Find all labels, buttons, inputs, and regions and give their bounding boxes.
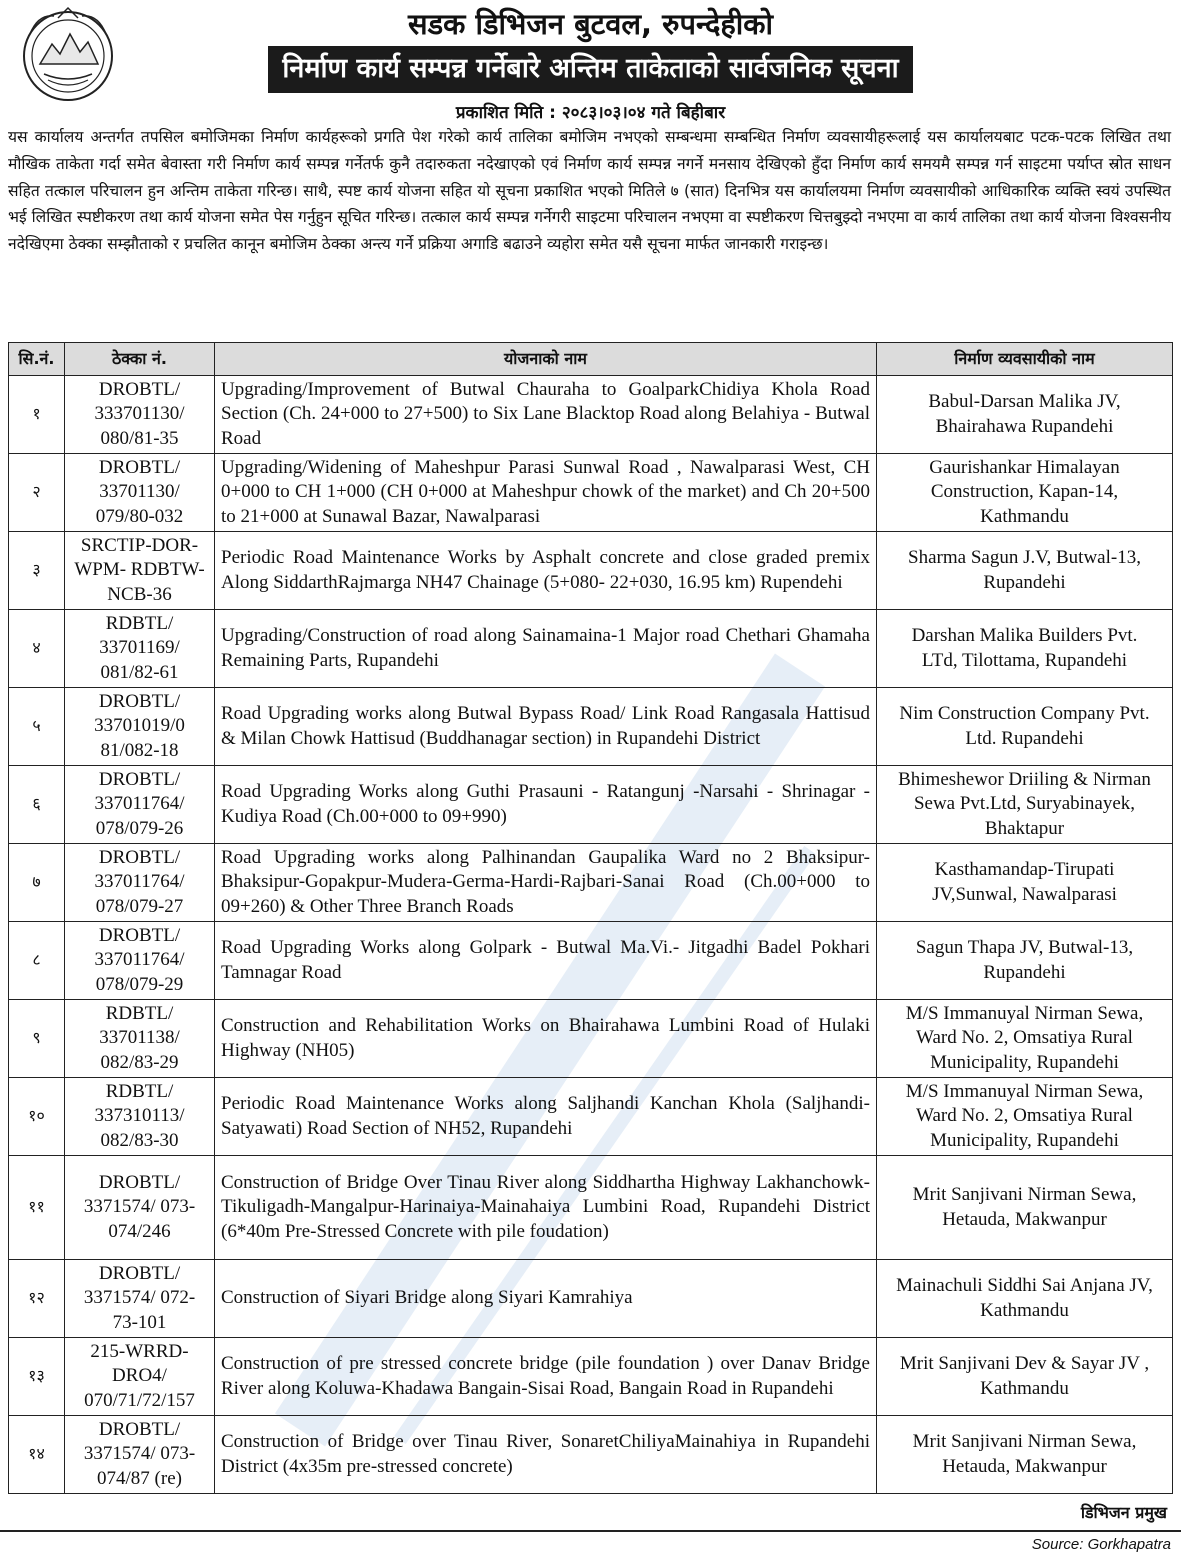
table-row — [9, 1156, 1173, 1260]
row-contractor-name: Bhimeshewor Driiling & Nirman Sewa Pvt.Ltd, Suryabinayek, Bhaktapur — [877, 766, 1173, 844]
header-contractor-name: निर्माण व्यवसायीको नाम — [877, 343, 1173, 376]
row-contractor-name: Sharma Sagun J.V, Butwal-13, Rupandehi — [877, 532, 1173, 610]
row-serial: १३ — [9, 1338, 65, 1416]
table-row — [9, 1000, 1173, 1078]
row-contract-no: DROBTL/ 337011764/ 078/079-27 — [65, 844, 215, 922]
row-contract-no: DROBTL/ 3371574/ 073- 074/87 (re) — [65, 1416, 215, 1494]
row-serial: ४ — [9, 610, 65, 688]
row-contractor-name: Darshan Malika Builders Pvt. LTd, Tilottama, Rupandehi — [877, 610, 1173, 688]
row-serial: ८ — [9, 922, 65, 1000]
published-date: प्रकाशित मिति : २०८३।०३।०४ गते बिहीबार — [455, 103, 726, 123]
table-row — [9, 454, 1173, 532]
row-contractor-name: Nim Construction Company Pvt. Ltd. Rupandehi — [877, 688, 1173, 766]
row-contract-no: DROBTL/ 337011764/ 078/079-29 — [65, 922, 215, 1000]
row-contractor-name: Kasthamandap-Tirupati JV,Sunwal, Nawalparasi — [877, 844, 1173, 922]
row-contractor-name: M/S Immanuyal Nirman Sewa, Ward No. 2, Omsatiya Rural Municipality, Rupandehi — [877, 1078, 1173, 1156]
row-project-name: Road Upgrading works along Butwal Bypass Road/ Link Road Rangasala Hattisud & Milan Chowk Hattisud (Buddhanagar section) in Rupandehi District — [215, 688, 877, 766]
source-credit: Source: Gorkhapatra — [1031, 1536, 1171, 1553]
row-serial: ५ — [9, 688, 65, 766]
table-row — [9, 376, 1173, 454]
row-project-name: Periodic Road Maintenance Works by Asphalt concrete and close graded premix Along SiddarthRajmarga NH47 Chainage (5+080- 22+030, 16.95 km) Rupendehi — [215, 532, 877, 610]
table-row — [9, 1416, 1173, 1494]
footer-divider — [0, 1530, 1181, 1532]
table-row — [9, 1078, 1173, 1156]
row-contract-no: RDBTL/ 33701169/ 081/82-61 — [65, 610, 215, 688]
notice-header — [0, 6, 1181, 125]
works-table-body — [9, 376, 1173, 1494]
notice-title-banner: निर्माण कार्य सम्पन्न गर्नेबारे अन्तिम ताकेताको सार्वजनिक सूचना — [268, 46, 912, 93]
row-contract-no: DROBTL/ 3371574/ 073- 074/246 — [65, 1156, 215, 1260]
row-contractor-name: Mainachuli Siddhi Sai Anjana JV, Kathmandu — [877, 1260, 1173, 1338]
header-contract-no: ठेक्का नं. — [65, 343, 215, 376]
table-header-row — [9, 343, 1173, 376]
row-serial: ३ — [9, 532, 65, 610]
row-contractor-name: Mrit Sanjivani Nirman Sewa, Hetauda, Makwanpur — [877, 1156, 1173, 1260]
row-contract-no: 215-WRRD- DRO4/ 070/71/72/157 — [65, 1338, 215, 1416]
row-serial: ७ — [9, 844, 65, 922]
works-table — [8, 342, 1173, 1494]
row-project-name: Construction of Bridge Over Tinau River along Siddhartha Highway Lakhanchowk-Tikuligadh-Mangalpur-Harinaiya-Mainahaiya Lumbini Road, Rupandehi District (6*40m Pre-Stressed Concrete with pile foudation) — [215, 1156, 877, 1260]
row-serial: १० — [9, 1078, 65, 1156]
table-row — [9, 844, 1173, 922]
row-contractor-name: Gaurishankar Himalayan Construction, Kapan-14, Kathmandu — [877, 454, 1173, 532]
row-project-name: Upgrading/Improvement of Butwal Chauraha to GoalparkChidiya Khola Road Section (Ch. 24+000 to 27+500) to Six Lane Blacktop Road along Belahiya - Butwal Road — [215, 376, 877, 454]
row-contract-no: DROBTL/ 337011764/ 078/079-26 — [65, 766, 215, 844]
row-serial: १ — [9, 376, 65, 454]
row-project-name: Road Upgrading Works along Guthi Prasauni - Ratangunj -Narsahi - Shrinagar - Kudiya Road (Ch.00+000 to 09+990) — [215, 766, 877, 844]
row-serial: ६ — [9, 766, 65, 844]
row-project-name: Road Upgrading works along Palhinandan Gaupalika Ward no 2 Bhaksipur-Bhaksipur-Gopakpur-Mudera-Germa-Hardi-Rajbari-Sanai Road (Ch.00+000 to 09+260) & Other Three Branch Roads — [215, 844, 877, 922]
row-project-name: Upgrading/Construction of road along Sainamaina-1 Major road Chethari Ghamaha Remaining Parts, Rupandehi — [215, 610, 877, 688]
header-project-name: योजनाको नाम — [215, 343, 877, 376]
row-contract-no: SRCTIP-DOR- WPM- RDBTW- NCB-36 — [65, 532, 215, 610]
row-contract-no: DROBTL/ 33701019/0 81/082-18 — [65, 688, 215, 766]
row-serial: ११ — [9, 1156, 65, 1260]
row-contract-no: DROBTL/ 33701130/ 079/80-032 — [65, 454, 215, 532]
table-row — [9, 688, 1173, 766]
row-contract-no: DROBTL/ 333701130/ 080/81-35 — [65, 376, 215, 454]
row-serial: ९ — [9, 1000, 65, 1078]
row-contractor-name: Mrit Sanjivani Dev & Sayar JV , Kathmandu — [877, 1338, 1173, 1416]
table-row — [9, 1260, 1173, 1338]
row-contractor-name: Babul-Darsan Malika JV, Bhairahawa Rupandehi — [877, 376, 1173, 454]
table-row — [9, 610, 1173, 688]
row-serial: २ — [9, 454, 65, 532]
row-project-name: Upgrading/Widening of Maheshpur Parasi Sunwal Road , Nawalparasi West, CH 0+000 to CH 1+000 (CH 0+000 at Maheshpur chowk of the market) and Ch 20+500 to 21+000 at Sunawal Bazar, Nawalparasi — [215, 454, 877, 532]
row-serial: १२ — [9, 1260, 65, 1338]
table-row — [9, 1338, 1173, 1416]
row-contractor-name: Sagun Thapa JV, Butwal-13, Rupandehi — [877, 922, 1173, 1000]
row-contract-no: RDBTL/ 337310113/ 082/83-30 — [65, 1078, 215, 1156]
row-contract-no: RDBTL/ 33701138/ 082/83-29 — [65, 1000, 215, 1078]
row-project-name: Road Upgrading Works along Golpark - Butwal Ma.Vi.- Jitgadhi Badel Pokhari Tamnagar Road — [215, 922, 877, 1000]
row-project-name: Construction and Rehabilitation Works on Bhairahawa Lumbini Road of Hulaki Highway (NH05) — [215, 1000, 877, 1078]
row-project-name: Construction of Siyari Bridge along Siyari Kamrahiya — [215, 1260, 877, 1338]
row-project-name: Construction of Bridge over Tinau River, SonaretChiliyaMainahiya in Rupandehi District (4x35m pre-stressed concrete) — [215, 1416, 877, 1494]
header-serial: सि.नं. — [9, 343, 65, 376]
row-contract-no: DROBTL/ 3371574/ 072- 73-101 — [65, 1260, 215, 1338]
row-serial: १४ — [9, 1416, 65, 1494]
row-project-name: Periodic Road Maintenance Works along Saljhandi Kanchan Khola (Saljhandi- Satyawati) Road Section of NH52, Rupandehi — [215, 1078, 877, 1156]
table-row — [9, 922, 1173, 1000]
row-project-name: Construction of pre stressed concrete bridge (pile foundation ) over Danav Bridge River along Koluwa-Khadawa Bangain-Sisai Road, Bangain Road in Rupandehi — [215, 1338, 877, 1416]
notice-body-text: यस कार्यालय अन्तर्गत तपसिल बमोजिमका निर्माण कार्यहरूको प्रगति पेश गरेको कार्य तालिका बमोजिम नभएको सम्बन्धमा सम्बन्धित निर्माण व्यवसायीहरूलाई यस कार्यालयबाट पटक-पटक लिखित तथा मौखिक ताकेता गर्दा समेत बेवास्ता गरी निर्माण कार्य सम्पन्न गर्नेतर्फ कुनै तदारुकता नदेखाएको एवं निर्माण कार्य सम्पन्न नगर्ने मनसाय देखिएको हुँदा निर्माण कार्य समयमै सम्पन्न गर्न साइटमा पर्याप्त स्रोत साधन सहित तत्काल परिचालन हुन अन्तिम ताकेता गरिन्छ। साथै, स्पष्ट कार्य योजना सहित यो सूचना प्रकाशित भएको मितिले ७ (सात) दिनभित्र यस कार्यालयमा निर्माण व्यवसायीको आधिकारिक व्यक्ति स्वयं उपस्थित भई लिखित स्पष्टीकरण तथा कार्य योजना समेत पेस गर्नुहुन सूचित गरिन्छ। तत्काल कार्य सम्पन्न गर्नेगरी साइटमा परिचालन नभएमा वा स्पष्टीकरण चित्तबुझ्दो नभएमा वा कार्य तालिका तथा कार्य योजना विश्वसनीय नदेखिएमा ठेक्का सम्झौताको र प्रचलित कानून बमोजिम ठेक्का अन्त्य गर्ने प्रक्रिया अगाडि बढाउने व्यहोरा समेत यसै सूचना मार्फत जानकारी गराइन्छ। — [8, 128, 1171, 254]
office-title: सडक डिभिजन बुटवल, रुपन्देहीको — [407, 7, 774, 41]
signature-label: डिभिजन प्रमुख — [1080, 1503, 1167, 1522]
table-row — [9, 532, 1173, 610]
row-contractor-name: Mrit Sanjivani Nirman Sewa, Hetauda, Makwanpur — [877, 1416, 1173, 1494]
row-contractor-name: M/S Immanuyal Nirman Sewa, Ward No. 2, Omsatiya Rural Municipality, Rupandehi — [877, 1000, 1173, 1078]
table-row — [9, 766, 1173, 844]
